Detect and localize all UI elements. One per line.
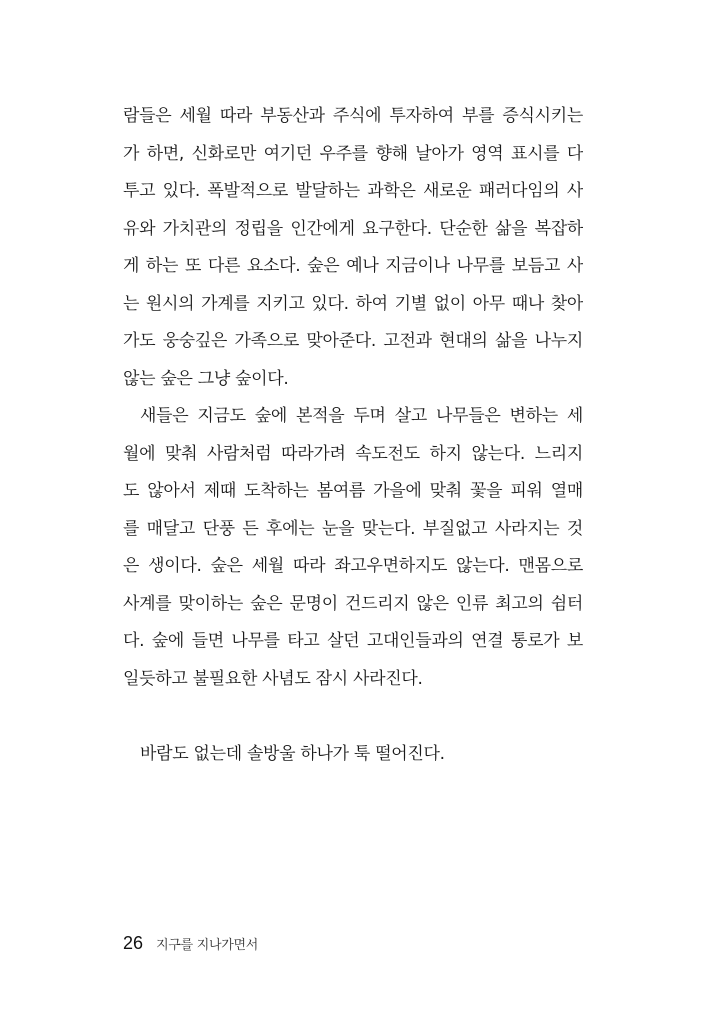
- page-number: 26: [123, 933, 144, 953]
- running-title: 지구를 지나가면서: [156, 938, 259, 953]
- paragraph: [123, 98, 583, 398]
- text-line: 가 하면, 신화로만 여기던 우주를 향해 날아가 영역 표시를 다: [123, 143, 583, 164]
- body-text: [123, 98, 583, 773]
- paragraph-spacer: [123, 698, 583, 736]
- text-line: 월에 맞춰 사람처럼 따라가려 속도전도 하지 않는다. 느리지: [123, 443, 583, 464]
- text-line: 람들은 세월 따라 부동산과 주식에 투자하여 부를 증식시키는: [123, 106, 583, 126]
- text-line: 유와 가치관의 정립을 인간에게 요구한다. 단순한 삶을 복잡하: [123, 218, 583, 239]
- text-line: 투고 있다. 폭발적으로 발달하는 과학은 새로운 패러다임의 사: [123, 181, 583, 201]
- page-footer: [123, 930, 258, 956]
- text-line: 가도 웅숭깊은 가족으로 맞아준다. 고전과 현대의 삶을 나누지: [123, 331, 583, 351]
- text-line: 사계를 맞이하는 숲은 문명이 건드리지 않은 인류 최고의 쉼터: [123, 593, 583, 614]
- text-line: 는 원시의 가계를 지키고 있다. 하여 기별 없이 아무 때나 찾아: [123, 293, 583, 314]
- paragraph: [123, 398, 583, 698]
- text-line: 다. 숲에 들면 나무를 타고 살던 고대인들과의 연결 통로가 보: [123, 631, 583, 651]
- text-line: 도 않아서 제때 도착하는 봄여름 가을에 맞춰 꽃을 피워 열매: [123, 481, 583, 501]
- text-line: 새들은 지금도 숲에 본적을 두며 살고 나무들은 변하는 세: [140, 406, 583, 426]
- text-line: 않는 숲은 그냥 숲이다.: [123, 368, 289, 389]
- text-line: 일듯하고 불필요한 사념도 잠시 사라진다.: [123, 668, 423, 689]
- text-line: 를 매달고 단풍 든 후에는 눈을 맞는다. 부질없고 사라지는 것: [123, 518, 583, 539]
- text-line: 바람도 없는데 솔방울 하나가 툭 떨어진다.: [140, 743, 445, 764]
- text-line: 게 하는 또 다른 요소다. 숲은 예나 지금이나 나무를 보듬고 사: [123, 256, 583, 276]
- text-line: 은 생이다. 숲은 세월 따라 좌고우면하지도 않는다. 맨몸으로: [123, 556, 583, 576]
- paragraph: [123, 736, 583, 774]
